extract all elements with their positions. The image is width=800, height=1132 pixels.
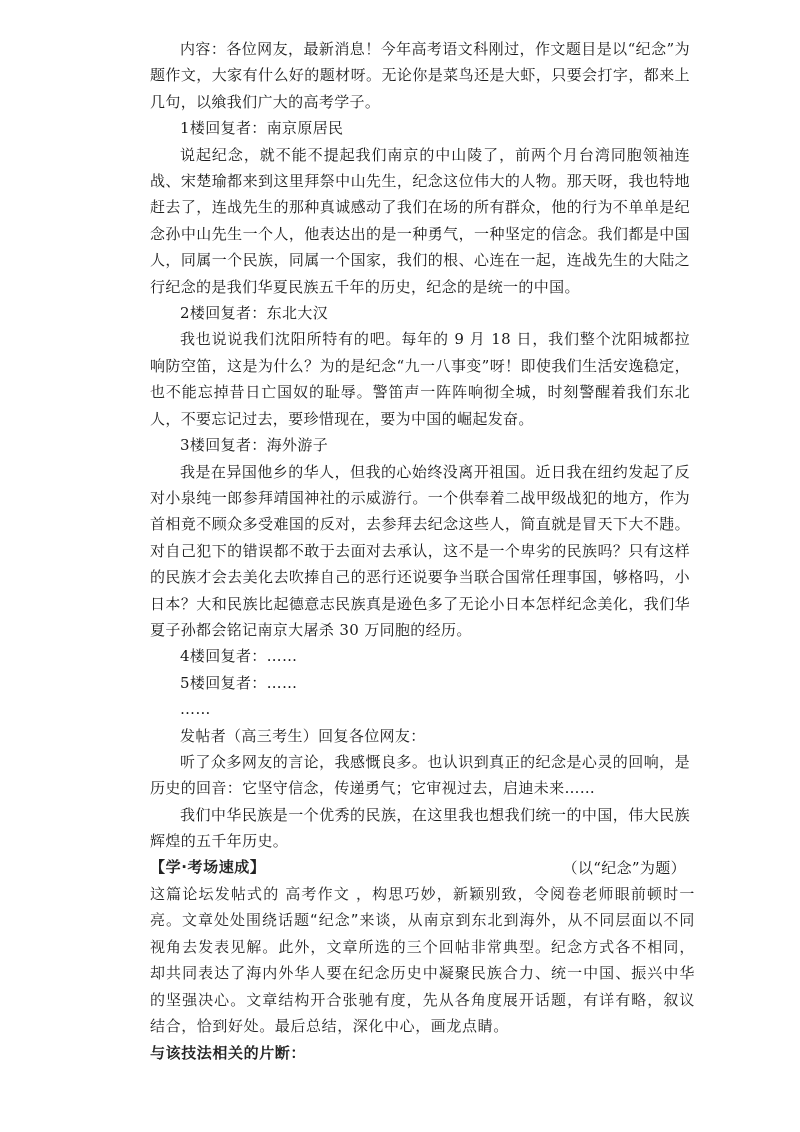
- reply-4-header: 4楼回复者：……: [180, 647, 298, 666]
- closing-para-1: 听了众多网友的言论，我感慨良多。也认识到真正的纪念是心灵的回响，是历史的回音：它坚守信念，传递勇气；它审视过去，启迪未来……: [150, 752, 690, 798]
- ellipsis: ……: [180, 700, 211, 719]
- related-fragments-label: 与该技法相关的片断：: [150, 1043, 307, 1062]
- title-note: （以“纪念”为题）: [562, 858, 686, 877]
- reply-5-header: 5楼回复者：……: [180, 673, 298, 692]
- post-block: [150, 36, 690, 881]
- reply-2-header: 2楼回复者：东北大汉: [180, 304, 329, 323]
- reply-3-body: 我是在异国他乡的华人，但我的心始终没离开祖国。近日我在纽约发起了反对小泉纯一郎参拜靖国神社的示威游行。一个供奉着二战甲级战犯的地方，作为首相竟不顾众多受难国的反对，去参拜去纪念这些人，简直就是冒天下大不韪。对自己犯下的错误都不敢于去面对去承认，这不是一个卑劣的民族吗？只有这样的民族才会去美化去吹捧自己的恶行还说要争当联合国常任理事国，够格吗，小日本？大和民族比起德意志民族真是逊色多了无论小日本怎样纪念美化，我们华夏子孙都会铭记南京大屠杀 30 万同胞的经历。: [150, 462, 690, 639]
- reply-1-header: 1楼回复者：南京原居民: [180, 119, 344, 138]
- closing-header: 发帖者（高三考生）回复各位网友：: [180, 726, 426, 745]
- reply-3-header: 3楼回复者：海外游子: [180, 436, 329, 455]
- reply-1-body: 说起纪念，就不能不提起我们南京的中山陵了，前两个月台湾同胞领袖连战、宋楚瑜都来到这里拜祭中山先生，纪念这位伟大的人物。那天呀，我也特地赶去了，连战先生的那种真诚感动了我们在场的所有群众，他的行为不单单是纪念孙中山先生一个人，他表达出的是一种勇气，一种坚定的信念。我们都是中国人，同属一个民族，同属一个国家，我们的根、心连在一起，连战先生的大陆之行纪念的是我们华夏民族五千年的历史，纪念的是统一的中国。: [150, 145, 690, 296]
- post-content: 内容：各位网友，最新消息！今年高考语文科刚过，作文题目是以“纪念”为题作文，大家有什么好的题材呀。无论你是菜鸟还是大虾，只要会打字，都来上几句，以飨我们广大的高考学子。: [150, 40, 690, 111]
- reply-2-body: 我也说说我们沈阳所特有的吧。每年的 9 月 18 日，我们整个沈阳城都拉响防空笛，这是为什么？为的是纪念“九一八事变”呀！即使我们生活安逸稳定，也不能忘掉昔日亡国奴的耻辱。警笛声一阵阵响彻全城，时刻警醒着我们东北人，不要忘记过去，要珍惜现在，要为中国的崛起发奋。: [150, 330, 690, 428]
- closing-para-2: 我们中华民族是一个优秀的民族，在这里我也想我们统一的中国，伟大民族辉煌的五千年历史。: [150, 805, 690, 851]
- commentary-heading: 【学·考场速成】: [150, 858, 266, 876]
- commentary-block: [150, 854, 695, 1066]
- commentary-body: 这篇论坛发帖式的 高考作文 ，构思巧妙，新颖别致，令阅卷老师眼前顿时一亮。文章处处围绕话题“纪念”来谈，从南京到东北到海外，从不同层面以不同视角去发表见解。此外，文章所选的三个回帖非常典型。纪念方式各不相同，却共同表达了海内外华人要在纪念历史中凝聚民族合力、统一中国、振兴中华的坚强决心。文章结构开合张驰有度，先从各角度展开话题，有详有略，叙议结合，恰到好处。最后总结，深化中心，画龙点睛。: [150, 884, 695, 1035]
